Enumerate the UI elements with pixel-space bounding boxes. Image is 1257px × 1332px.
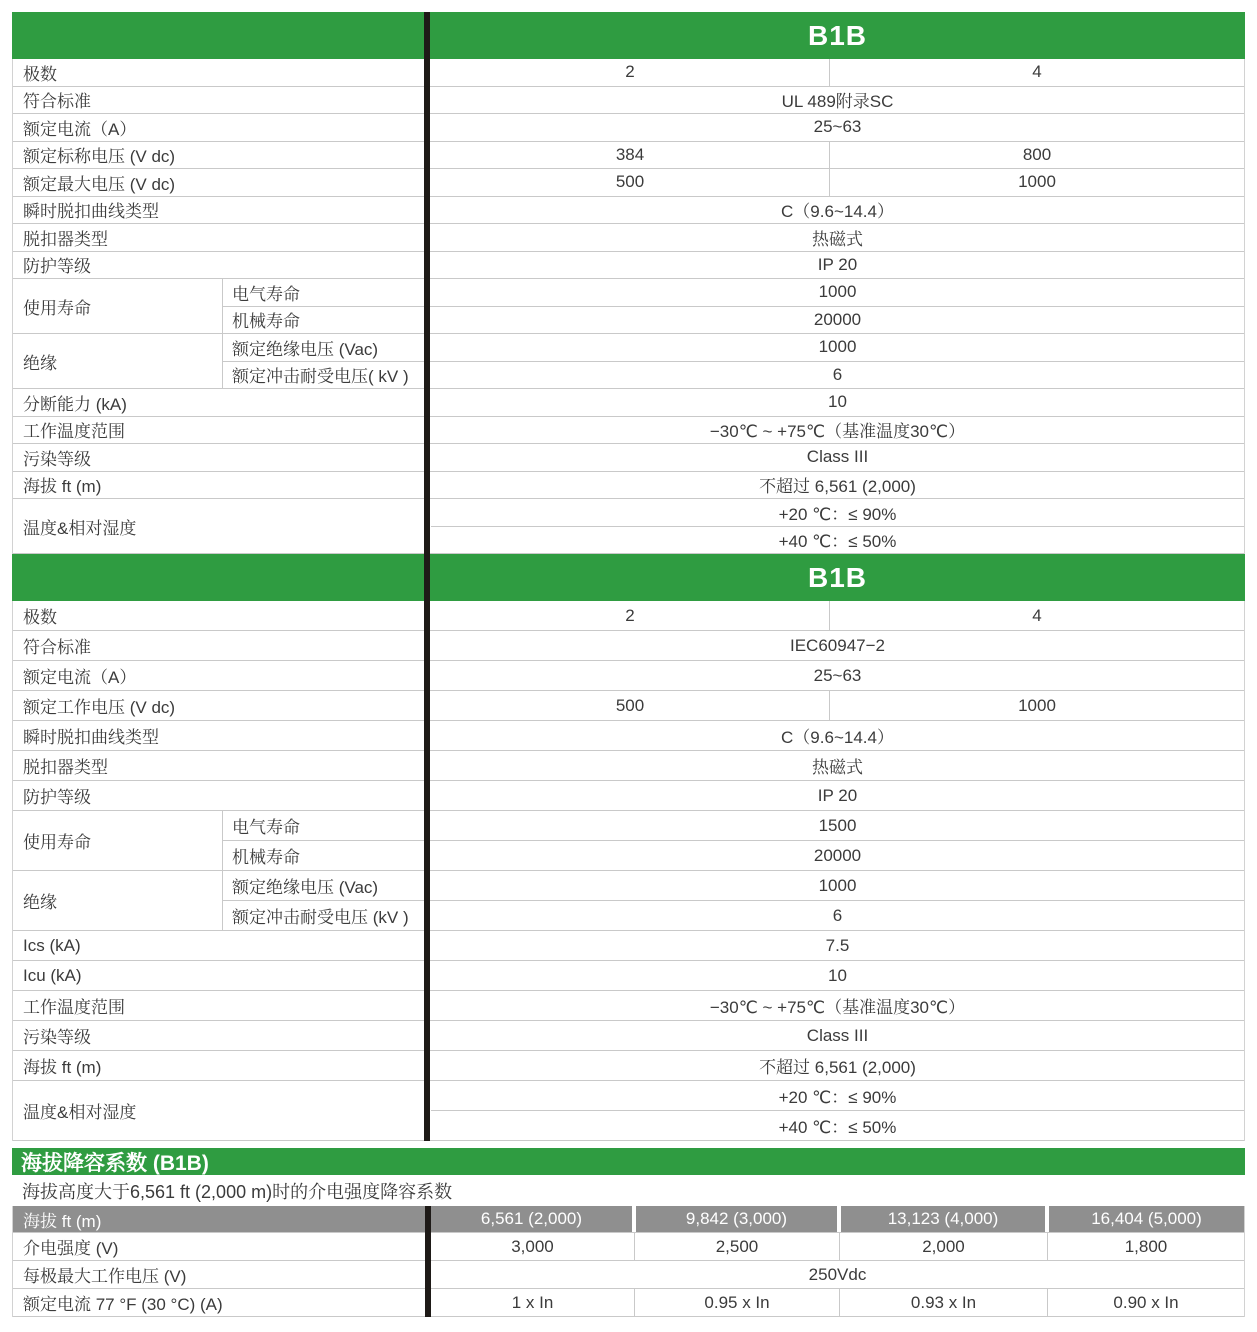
cell-value: 0.95 x In	[634, 1289, 839, 1316]
row-value: C（9.6~14.4）	[781, 202, 894, 222]
row-value: IEC60947−2	[790, 635, 885, 655]
spec-table-ul489	[12, 12, 1245, 554]
humidity-line: +20 ℃：≤ 90%	[778, 504, 897, 524]
row-value: UL 489附录SC	[781, 92, 894, 112]
sub-label: 电气寿命	[232, 818, 300, 837]
black-column-divider	[425, 1206, 431, 1317]
sub-value: 1000	[818, 337, 857, 357]
row-rated-max-voltage	[13, 169, 1244, 197]
row-label: 每极最大工作电压 (V)	[23, 1267, 187, 1286]
row-label: 污染等级	[23, 449, 91, 469]
sub-label: 机械寿命	[232, 312, 300, 332]
row-protection	[13, 252, 1244, 280]
value-4p: 800	[1022, 144, 1052, 164]
row-value: 不超过 6,561 (2,000)	[759, 477, 916, 497]
sub-value: 20000	[813, 309, 862, 329]
rowgroup-insulation	[13, 334, 1244, 389]
group-label: 绝缘	[23, 353, 57, 373]
column-header: 9,842 (3,000)	[636, 1206, 837, 1232]
row-label: 极数	[23, 64, 57, 84]
row-poles	[13, 601, 1244, 631]
value-2p: 384	[431, 142, 830, 169]
row-value: 7.5	[825, 935, 850, 955]
row-label: 极数	[23, 608, 57, 627]
derating-rated-current-row	[13, 1289, 1244, 1317]
spec-rows	[12, 601, 1245, 1141]
value-4p: 4	[1032, 605, 1042, 625]
row-working-voltage	[13, 691, 1244, 721]
group-label: 温度&相对湿度	[23, 1103, 137, 1122]
row-altitude	[13, 1051, 1244, 1081]
row-trip-curve	[13, 721, 1244, 751]
cell-value: 1,800	[1047, 1233, 1244, 1260]
cell-value: 1 x In	[511, 1292, 554, 1312]
row-value: −30℃ ~ +75℃（基准温度30℃）	[709, 998, 966, 1017]
row-label: 瞬时脱扣曲线类型	[23, 202, 159, 222]
derating-altitude-row	[13, 1206, 1244, 1233]
row-label: 污染等级	[23, 1028, 91, 1047]
row-label: 脱扣器类型	[23, 229, 108, 249]
row-value: 10	[828, 392, 847, 412]
value-2p: 2	[431, 59, 830, 86]
sub-value: 6	[832, 905, 843, 925]
row-value: 25~63	[813, 117, 862, 137]
derating-table	[12, 1206, 1245, 1317]
value-2p: 500	[431, 691, 830, 720]
rowgroup-humidity	[13, 499, 1244, 554]
row-rated-nominal-voltage	[13, 142, 1244, 170]
row-value: 热磁式	[812, 229, 863, 249]
sub-label: 额定绝缘电压 (Vac)	[232, 878, 379, 897]
row-altitude	[13, 472, 1244, 500]
spec-table-iec	[12, 554, 1245, 1141]
row-trip-unit	[13, 751, 1244, 781]
row-label: 海拔 ft (m)	[23, 1058, 102, 1077]
row-rated-current	[13, 114, 1244, 142]
row-icu	[13, 961, 1244, 991]
row-label: 防护等级	[23, 788, 91, 807]
row-label: Ics (kA)	[23, 935, 81, 955]
cell-value: 3,000	[511, 1236, 554, 1256]
row-value: IP 20	[817, 254, 858, 274]
rowgroup-life	[13, 811, 1244, 871]
row-label: 额定工作电压 (V dc)	[23, 698, 176, 717]
spec-rows	[12, 59, 1245, 554]
cell-value: 0.93 x In	[839, 1289, 1047, 1316]
sub-value: 1000	[818, 875, 857, 895]
table-header-green	[12, 554, 1245, 601]
row-label: 分断能力 (kA)	[23, 394, 127, 414]
cell-value: 2,000	[839, 1233, 1047, 1260]
row-standard	[13, 631, 1244, 661]
row-label: 额定电流（A）	[23, 668, 137, 687]
rowgroup-insulation	[13, 871, 1244, 931]
sub-label: 电气寿命	[232, 284, 300, 304]
row-label: 海拔 ft (m)	[23, 477, 102, 497]
row-breaking-capacity	[13, 389, 1244, 417]
row-pollution	[13, 444, 1244, 472]
row-label: 额定最大电压 (V dc)	[23, 174, 176, 194]
row-ics	[13, 931, 1244, 961]
humidity-line: +40 ℃：≤ 50%	[431, 1110, 1244, 1140]
row-value: 25~63	[813, 665, 862, 685]
table-title: B1B	[807, 561, 867, 593]
value-4p: 4	[1032, 62, 1042, 82]
derating-title: 海拔降容系数 (B1B)	[21, 1151, 209, 1175]
row-label: 工作温度范围	[23, 998, 125, 1017]
row-trip-unit	[13, 224, 1244, 252]
value-4p: 1000	[1018, 695, 1056, 715]
row-temp-range	[13, 417, 1244, 445]
column-header: 6,561 (2,000)	[431, 1206, 632, 1232]
row-value: 10	[828, 965, 847, 985]
row-label: 防护等级	[23, 257, 91, 277]
rowgroup-life	[13, 279, 1244, 334]
row-label: 瞬时脱扣曲线类型	[23, 728, 159, 747]
altitude-derating-section	[12, 1148, 1245, 1317]
column-header-label: 海拔 ft (m)	[13, 1206, 425, 1232]
derating-max-voltage-row	[13, 1261, 1244, 1289]
row-temp-range	[13, 991, 1244, 1021]
column-header: 16,404 (5,000)	[1049, 1206, 1244, 1232]
table-title: B1B	[807, 19, 867, 51]
rowgroup-humidity	[13, 1081, 1244, 1141]
row-trip-curve	[13, 197, 1244, 225]
humidity-line: +40 ℃：≤ 50%	[431, 526, 1244, 554]
sub-label: 机械寿命	[232, 848, 300, 867]
group-label: 温度&相对湿度	[23, 518, 137, 538]
row-pollution	[13, 1021, 1244, 1051]
black-column-divider	[424, 12, 430, 554]
row-label: 额定标称电压 (V dc)	[23, 147, 176, 167]
row-label: 符合标准	[23, 638, 91, 657]
derating-subtitle: 海拔高度大于6,561 ft (2,000 m)时的介电强度降容系数	[22, 1181, 453, 1202]
value-2p: 2	[431, 601, 830, 630]
row-protection	[13, 781, 1244, 811]
row-label: 工作温度范围	[23, 422, 125, 442]
sub-value: 1500	[818, 815, 857, 835]
value-2p: 500	[431, 169, 830, 196]
row-label: 脱扣器类型	[23, 758, 108, 777]
sub-label: 额定冲击耐受电压( kV )	[232, 367, 409, 387]
value-4p: 1000	[1018, 172, 1056, 192]
row-value: 250Vdc	[808, 1264, 867, 1284]
row-value: Class III	[806, 1025, 869, 1045]
black-column-divider	[424, 554, 430, 1141]
sub-label: 额定冲击耐受电压 (kV )	[232, 908, 409, 927]
table-header-green	[12, 12, 1245, 59]
row-label: Icu (kA)	[23, 965, 82, 985]
sub-label: 额定绝缘电压 (Vac)	[232, 339, 379, 359]
humidity-line: +20 ℃：≤ 90%	[778, 1088, 897, 1107]
cell-value: 2,500	[634, 1233, 839, 1260]
sub-value: 1000	[818, 282, 857, 302]
row-poles	[13, 59, 1244, 87]
derating-dielectric-row	[13, 1233, 1244, 1261]
row-label: 额定电流（A）	[23, 119, 137, 139]
row-value: 热磁式	[812, 758, 863, 777]
cell-value: 0.90 x In	[1047, 1289, 1244, 1316]
row-rated-current	[13, 661, 1244, 691]
sub-value: 20000	[813, 845, 862, 865]
row-value: 不超过 6,561 (2,000)	[759, 1058, 916, 1077]
column-header: 13,123 (4,000)	[841, 1206, 1045, 1232]
row-value: C（9.6~14.4）	[781, 728, 894, 747]
row-standard	[13, 87, 1244, 115]
row-label: 符合标准	[23, 92, 91, 112]
sub-value: 6	[832, 364, 843, 384]
derating-header-green	[12, 1148, 1245, 1175]
group-label: 使用寿命	[23, 833, 91, 852]
row-value: −30℃ ~ +75℃（基准温度30℃）	[709, 422, 966, 442]
row-label: 额定电流 77 °F (30 °C) (A)	[23, 1295, 223, 1314]
group-label: 使用寿命	[23, 298, 91, 318]
row-label: 介电强度 (V)	[23, 1239, 119, 1258]
group-label: 绝缘	[23, 893, 57, 912]
row-value: Class III	[806, 447, 869, 467]
row-value: IP 20	[817, 785, 858, 805]
